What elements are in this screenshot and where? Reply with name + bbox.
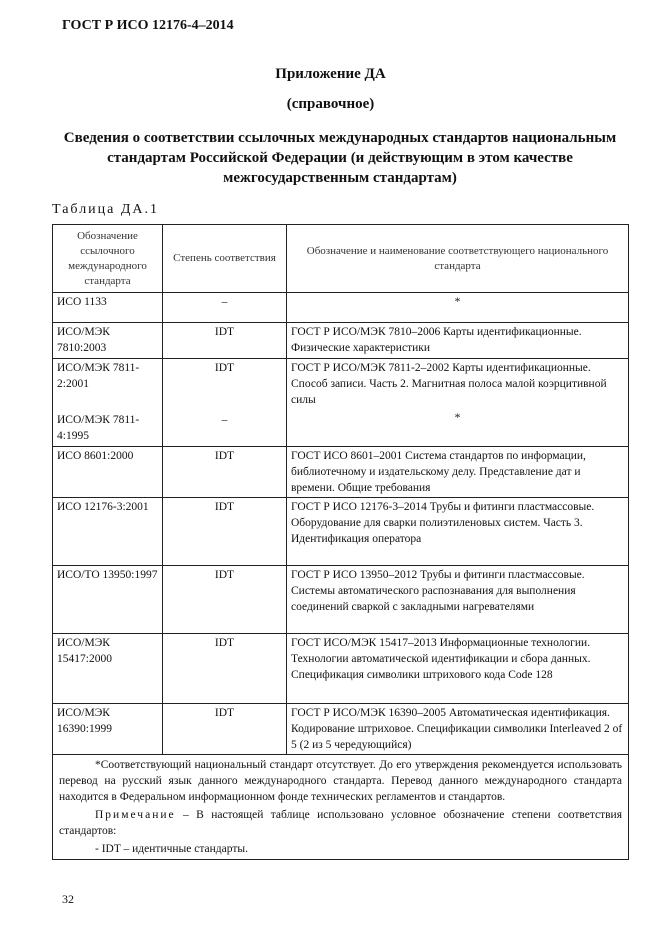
note-paragraph: [59, 807, 622, 839]
cell-ref-stack: [53, 359, 163, 447]
table-row: [53, 634, 629, 704]
table-caption: Таблица ДА.1: [52, 202, 160, 217]
cell-degree: IDT: [163, 634, 287, 704]
cell-degree: IDT: [163, 566, 287, 634]
header-national-standard: Обозначение и наименование соответствующего национального стандарта: [287, 225, 629, 293]
cell-degree: –: [163, 293, 287, 323]
cell-national: ГОСТ Р ИСО/МЭК 7811-2–2002 Карты идентификационные. Способ записи. Часть 2. Магнитная полоса малой коэрцитивной силы: [291, 362, 607, 406]
footnote-row: [53, 755, 629, 860]
table-row: [53, 566, 629, 634]
appendix-heading: Сведения о соответствии ссылочных международных стандартов национальным стандартам Российской Федерации (и действующим в этом качестве межгосударственным стандартам): [63, 130, 617, 186]
footnote-cell: [53, 755, 629, 860]
cell-ref: ИСО/МЭК 16390:1999: [53, 704, 163, 755]
table-row: [53, 498, 629, 566]
cell-ref: ИСО/МЭК 7811-4:1995: [57, 414, 140, 442]
cell-national: ГОСТ ИСО 8601–2001 Система стандартов по информации, библиотечному и издательскому делу. Представление дат и времени. Общие требования: [287, 447, 629, 498]
cell-ref: ИСО 12176-3:2001: [53, 498, 163, 566]
cell-national: *: [287, 293, 629, 323]
cell-ref: ИСО/МЭК 15417:2000: [53, 634, 163, 704]
note-text: – В настоящей таблице использовано условное обозначение степени соответствия стандартов:: [59, 809, 622, 837]
cell-degree: IDT: [163, 323, 287, 359]
cell-national: ГОСТ Р ИСО 12176-3–2014 Трубы и фитинги пластмассовые. Оборудование для сварки полиэтиленовых систем. Часть 3. Идентификация оператора: [287, 498, 629, 566]
cell-ref: ИСО 1133: [53, 293, 163, 323]
footnote-text: *Соответствующий национальный стандарт отсутствует. До его утверждения рекомендуется использовать перевод на русский язык данного международного стандарта. Перевод данного международного стандарта находится в Федеральном информационном фонде технических регламентов и стандартов.: [59, 759, 622, 803]
cell-degree: IDT: [163, 498, 287, 566]
cell-degree-stack: [163, 359, 287, 447]
cell-national: ГОСТ Р ИСО 13950–2012 Трубы и фитинги пластмассовые. Системы автоматического распознавания для выполнения соединений сваркой с закладными нагревателями: [287, 566, 629, 634]
cell-ref: ИСО/МЭК 7811-2:2001: [57, 362, 140, 390]
cell-ref: ИСО 8601:2000: [53, 447, 163, 498]
header-degree: Степень соответствия: [163, 225, 287, 293]
table-row: [53, 447, 629, 498]
appendix-subtitle: (справочное): [286, 96, 375, 112]
table-row-merged: [53, 359, 629, 447]
page-number: 32: [62, 892, 74, 906]
document-code: ГОСТ Р ИСО 12176-4–2014: [62, 18, 234, 33]
cell-degree: IDT: [214, 362, 235, 374]
cell-national-stack: [287, 359, 629, 447]
cell-national: ГОСТ Р ИСО/МЭК 16390–2005 Автоматическая идентификация. Кодирование штриховое. Спецификации символики Interleaved 2 of 5 (2 из 5 чередующийся): [287, 704, 629, 755]
cell-ref: ИСО/ТО 13950:1997: [53, 566, 163, 634]
appendix-title: Приложение ДА: [275, 66, 386, 82]
cell-national: ГОСТ ИСО/МЭК 15417–2013 Информационные технологии. Технологии автоматической идентификации и сбора данных. Спецификация символики штрихового кода Code 128: [287, 634, 629, 704]
table-row: [53, 323, 629, 359]
table-row: [53, 704, 629, 755]
cell-national: *: [454, 412, 461, 424]
cell-degree: IDT: [163, 704, 287, 755]
standards-table: [52, 224, 629, 860]
note-item: - IDT – идентичные стандарты.: [95, 843, 248, 855]
table-header-row: [53, 225, 629, 293]
cell-degree: IDT: [163, 447, 287, 498]
header-ref-standard: Обозначение ссылочного международного стандарта: [53, 225, 163, 293]
cell-degree: –: [221, 414, 228, 426]
cell-ref: ИСО/МЭК 7810:2003: [53, 323, 163, 359]
note-label: Примечание: [95, 809, 176, 821]
cell-national: ГОСТ Р ИСО/МЭК 7810–2006 Карты идентификационные. Физические характеристики: [287, 323, 629, 359]
table-row: [53, 293, 629, 323]
